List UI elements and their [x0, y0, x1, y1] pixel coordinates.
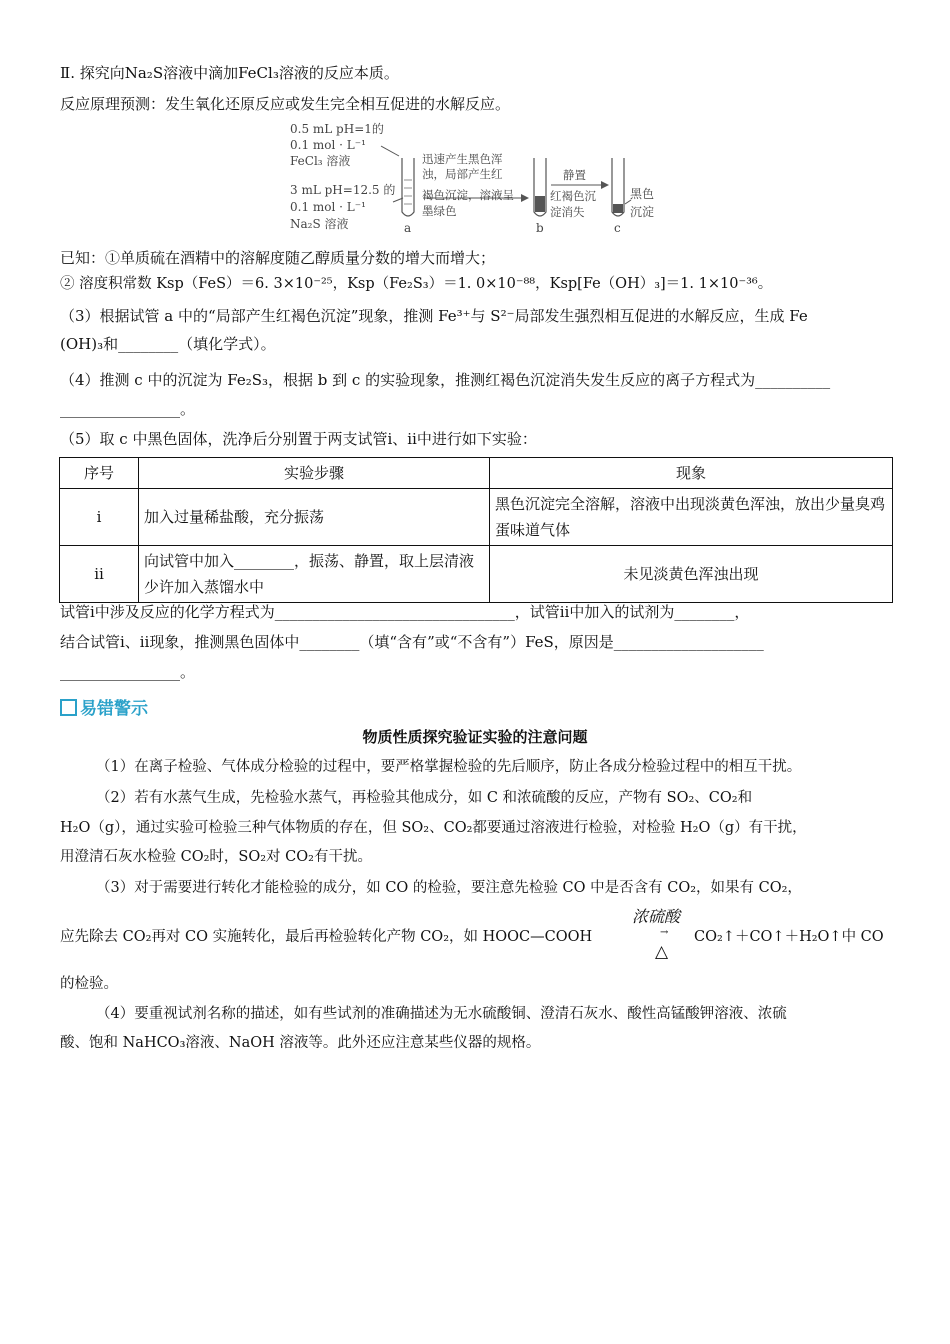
part2-title: Ⅱ. 探究向Na₂S溶液中滴加FeCl₃溶液的反应本质。: [60, 64, 399, 82]
obs-b-line-2: 淀消失: [550, 205, 585, 219]
tip-p3-line-3: 的检验。: [60, 976, 118, 992]
table-header-cell: 现象: [490, 458, 893, 489]
tube-label-a: a: [404, 221, 412, 235]
q3-line-2: (OH)₃和________（填化学式）。: [60, 335, 276, 353]
table-row: [60, 546, 893, 603]
q3-line-1: （3）根据试管 a 中的“局部产生红褐色沉淀”现象，推测 Fe³⁺与 S²⁻局部发生强烈相互促进的水解反应，生成 Fe: [60, 307, 808, 325]
tip-p1: （1）在离子检验、气体成分检验的过程中，要严格掌握检验的先后顺序，防止各成分检验过程中的相互干扰。: [96, 759, 802, 775]
table-cell: ⅱ: [60, 546, 139, 603]
q4-line-2: ________________。: [60, 400, 196, 418]
reaction-condition-top: 浓硫酸: [632, 907, 681, 926]
test-tube-a: [402, 158, 414, 216]
q5-intro: （5）取 c 中黑色固体，洗净后分别置于两支试管ⅰ、ⅱ中进行如下实验：: [60, 430, 537, 448]
table-header-cell: 序号: [60, 458, 139, 489]
table-cell: ⅰ: [60, 489, 139, 546]
known-line-2: ② 溶度积常数 Ksp（FeS）＝6. 3×10⁻²⁵，Ksp（Fe₂S₃）＝1. 0×10⁻⁸⁸，Ksp[Fe（OH）₃]＝1. 1×10⁻³⁶。: [60, 276, 773, 292]
q4-line-1: （4）推测 c 中的沉淀为 Fe₂S₃，根据 b 到 c 的实验现象，推测红褐色沉淀消失发生反应的离子方程式为__________: [60, 371, 831, 389]
tip-p2-line-2: H₂O（g），通过实验可检验三种气体物质的存在，但 SO₂、CO₂都要通过溶液进行检验，对检验 H₂O（g）有干扰，: [60, 820, 807, 836]
tips-header: [60, 694, 148, 719]
tip-p3-line-1: （3）对于需要进行转化才能检验的成分，如 CO 的检验，要注意先检验 CO 中是否含有 CO₂，如果有 CO₂，: [96, 880, 802, 896]
tube-label-b: b: [536, 221, 544, 235]
tube-label-c: c: [614, 221, 621, 235]
reaction-condition-bottom: △: [655, 942, 669, 962]
step-label: 静置: [563, 168, 586, 182]
reagent-pointer-top: [381, 146, 399, 156]
bottom-reagent-line-1: 3 mL pH=12.5 的: [290, 183, 396, 197]
q5-after-line-2: 结合试管ⅰ、ⅱ现象，推测黑色固体中________（填“含有”或“不含有”）FeS，原因是____________________: [60, 633, 764, 651]
obs-c-line-1: 黑色: [630, 187, 655, 201]
obs-c-line-2: 沉淀: [630, 205, 655, 219]
tip-p4-line-2: 酸、饱和 NaHCO₃溶液、NaOH 溶液等。此外还应注意某些仪器的规格。: [60, 1035, 541, 1051]
tip-p3-line-2-pre: 应先除去 CO₂再对 CO 实施转化，最后再检验转化产物 CO₂，如 HOOC—COOH: [60, 929, 593, 945]
tip-p4-line-1: （4）要重视试剂名称的描述，如有些试剂的准确描述为无水硫酸铜、澄清石灰水、酸性高锰酸钾溶液、浓硫: [96, 1006, 787, 1022]
table-header-cell: 实验步骤: [139, 458, 490, 489]
table-row: [60, 489, 893, 546]
reaction-arrow: →: [660, 927, 669, 938]
top-reagent-line-1: 0.5 mL pH=1的: [290, 122, 384, 136]
q5-after-line-1: 试管ⅰ中涉及反应的化学方程式为________________________________，试管ⅱ中加入的试剂为________，: [60, 603, 750, 621]
bottom-reagent-line-2: 0.1 mol · L⁻¹: [290, 200, 366, 214]
obs-a-line-3: 褐色沉淀，溶液呈: [422, 188, 514, 202]
bottom-reagent-line-3: Na₂S 溶液: [290, 217, 349, 231]
obs-a-line-2: 浊，局部产生红: [422, 167, 503, 181]
experiment-figure: [285, 120, 665, 238]
top-reagent-line-3: FeCl₃ 溶液: [290, 154, 351, 168]
tip-p2-line-3: 用澄清石灰水检验 CO₂时，SO₂对 CO₂有干扰。: [60, 849, 372, 865]
obs-a-line-1: 迅速产生黑色浑: [422, 152, 503, 166]
table-cell: 加入过量稀盐酸，充分振荡: [139, 489, 490, 546]
experiment-table: [59, 457, 893, 603]
tips-header-text: 易错警示: [80, 699, 148, 719]
known-line-1: 已知：①单质硫在酒精中的溶解度随乙醇质量分数的增大而增大；: [60, 249, 496, 267]
table-header-row: [60, 458, 893, 489]
obs-a-line-4: 墨绿色: [422, 204, 457, 218]
table-cell: 向试管中加入________，振荡、静置，取上层清液少许加入蒸馏水中: [139, 546, 490, 603]
tip-p2-line-1: （2）若有水蒸气生成，先检验水蒸气，再检验其他成分，如 C 和浓硫酸的反应，产物有 SO₂、CO₂和: [96, 790, 753, 806]
top-reagent-line-2: 0.1 mol · L⁻¹: [290, 138, 366, 152]
table-cell: 未见淡黄色浑浊出现: [490, 546, 893, 603]
tips-title: 物质性质探究验证实验的注意问题: [362, 728, 588, 746]
q5-after-line-3: ________________。: [60, 663, 196, 681]
principle-text: 反应原理预测：发生氧化还原反应或发生完全相互促进的水解反应。: [60, 95, 511, 113]
table-cell: 黑色沉淀完全溶解，溶液中出现淡黄色浑浊，放出少量臭鸡蛋味道气体: [490, 489, 893, 546]
checkbox-icon: [60, 699, 77, 716]
tip-p3-line-2-post: CO₂↑＋CO↑＋H₂O↑中 CO: [694, 929, 884, 945]
obs-b-line-1: 红褐色沉: [550, 189, 596, 203]
